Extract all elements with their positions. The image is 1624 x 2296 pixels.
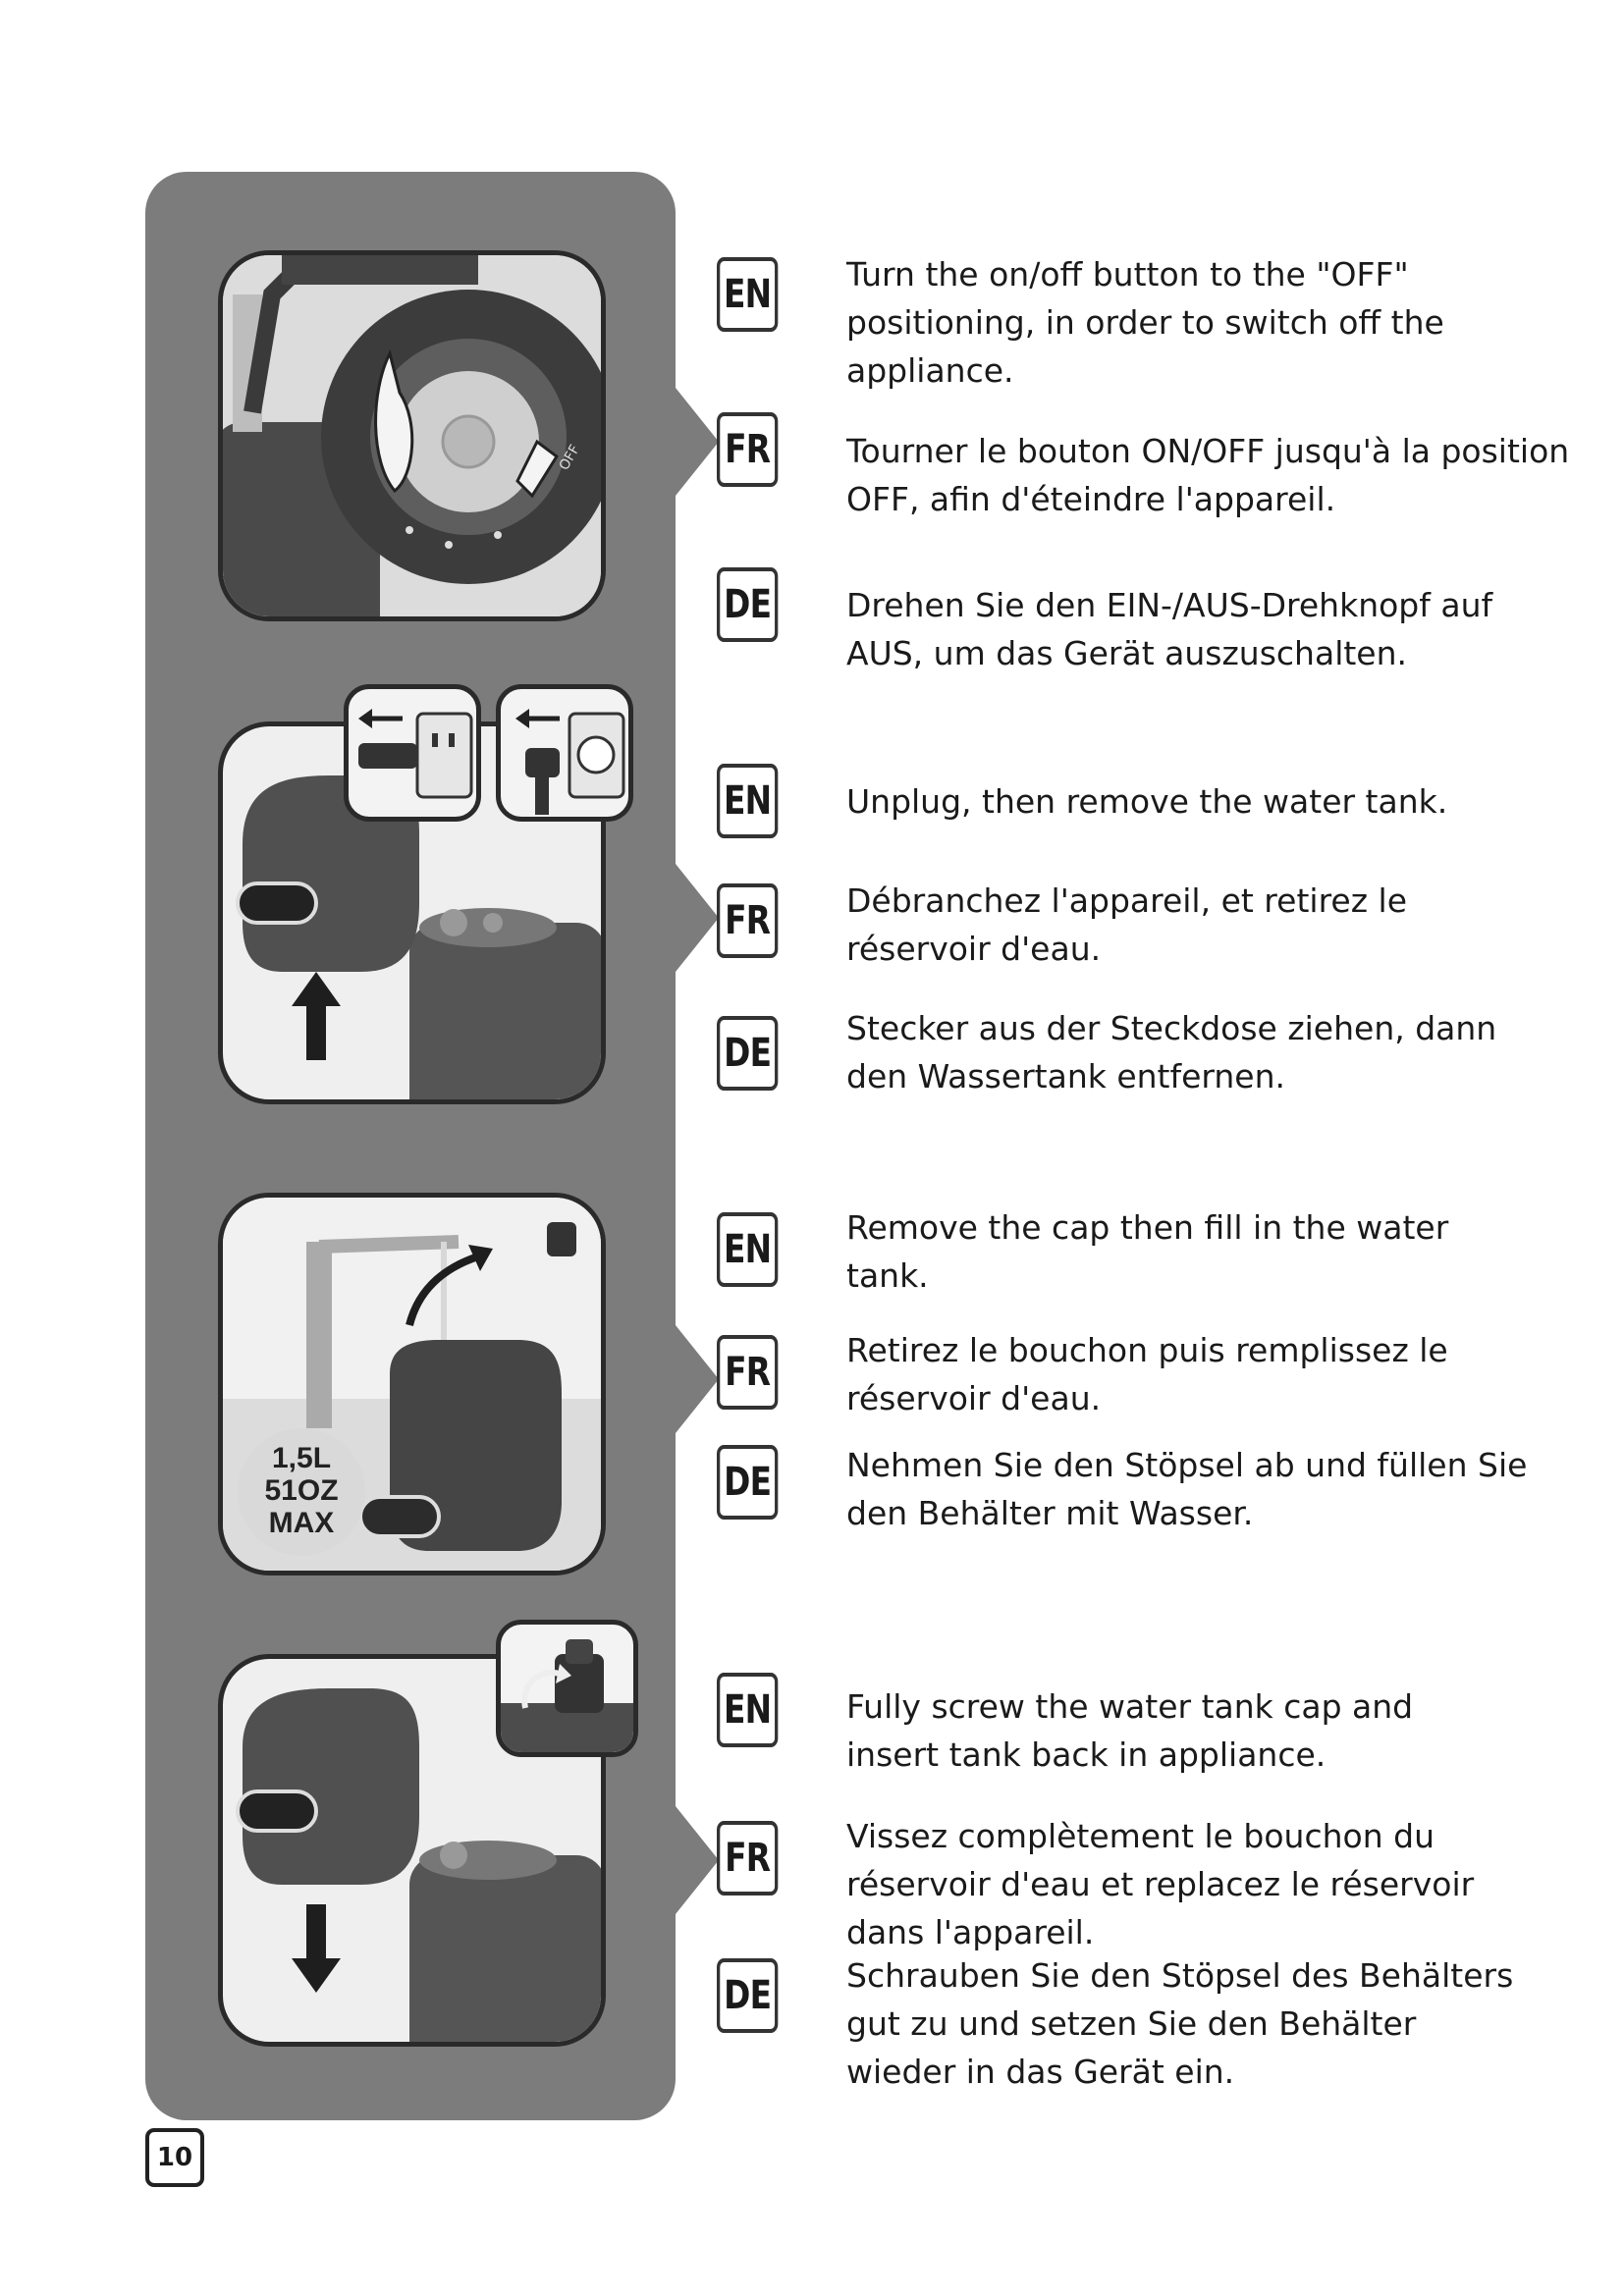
page-number: 10: [145, 2128, 204, 2187]
step3-text-en: Remove the cap then fill in the water tank.: [846, 1208, 1449, 1295]
panel-pointer: [676, 864, 719, 972]
lang-badge-fr: FR: [717, 412, 778, 487]
step1-text-en: Turn the on/off button to the "OFF" positioning, in order to switch off the appliance.: [846, 255, 1444, 390]
lang-badge-fr: FR: [717, 883, 778, 958]
step3-text-de: Nehmen Sie den Stöpsel ab und füllen Sie den Behälter mit Wasser.: [846, 1446, 1528, 1532]
lang-badge-en: EN: [717, 764, 778, 838]
illustration-knob-off: [218, 250, 606, 621]
illustration-us-outlet: [344, 684, 481, 822]
panel-pointer: [676, 1806, 719, 1914]
step3-text-fr: Retirez le bouchon puis remplissez le réservoir d'eau.: [846, 1331, 1448, 1417]
lang-badge-en: EN: [717, 1212, 778, 1287]
step4-text-fr: Vissez complètement le bouchon du réservoir d'eau et replacez le réservoir dans l'appareil.: [846, 1817, 1475, 1951]
lang-badge-de: DE: [717, 567, 778, 642]
lang-badge-en: EN: [717, 1673, 778, 1747]
step4-text-de: Schrauben Sie den Stöpsel des Behälters gut zu und setzen Sie den Behälter wieder in das Gerät ein.: [846, 1956, 1514, 2091]
panel-pointer: [676, 1325, 719, 1433]
capacity-liters: 1,5L: [271, 1442, 332, 1474]
lang-badge-en: EN: [717, 257, 778, 332]
capacity-ounces: 51OZ: [264, 1474, 339, 1507]
lang-badge-de: DE: [717, 1016, 778, 1091]
step1-text-de: Drehen Sie den EIN-/AUS-Drehknopf auf AUS, um das Gerät auszuschalten.: [846, 586, 1493, 672]
capacity-badge: [238, 1428, 365, 1556]
step2-text-fr: Débranchez l'appareil, et retirez le réservoir d'eau.: [846, 881, 1407, 968]
panel-pointer: [676, 388, 719, 496]
lang-badge-de: DE: [717, 1958, 778, 2033]
capacity-max: MAX: [268, 1507, 335, 1539]
lang-badge-de: DE: [717, 1445, 778, 1520]
step2-text-en: Unplug, then remove the water tank.: [846, 782, 1448, 821]
lang-badge-fr: FR: [717, 1821, 778, 1896]
knob-off-label: OFF: [556, 442, 584, 473]
step4-text-en: Fully screw the water tank cap and insert tank back in appliance.: [846, 1687, 1414, 1774]
illustration-screw-cap: [496, 1620, 638, 1757]
lang-badge-fr: FR: [717, 1335, 778, 1410]
step1-text-fr: Tourner le bouton ON/OFF jusqu'à la position OFF, afin d'éteindre l'appareil.: [846, 432, 1570, 518]
step2-text-de: Stecker aus der Steckdose ziehen, dann den Wassertank entfernen.: [846, 1009, 1497, 1095]
illustration-eu-outlet: [496, 684, 633, 822]
